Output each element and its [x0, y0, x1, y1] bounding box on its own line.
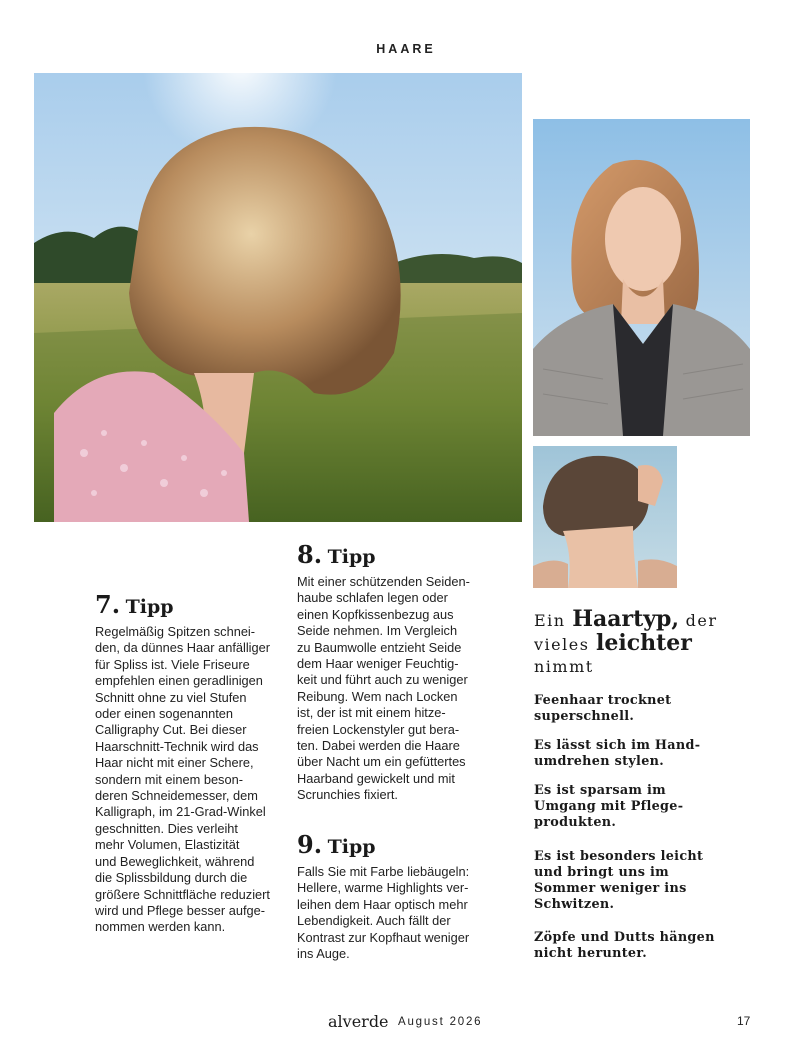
- tip-line: Calligraphy Cut. Bei dieser: [95, 722, 247, 738]
- tip-line: Lebendigkeit. Auch fällt der: [297, 913, 451, 929]
- sidebar-fact: [534, 693, 754, 725]
- tip-line: Haarband gewickelt und mit: [297, 770, 455, 786]
- tip-line: Scrunchies fixiert.: [297, 787, 398, 803]
- fact-line: Feenhaar trocknet: [534, 693, 672, 708]
- tip-line: leihen dem Haar optisch mehr: [297, 896, 468, 912]
- tip-7-body: [95, 624, 275, 936]
- tip-line: den, da dünnes Haar anfälliger: [95, 640, 271, 656]
- tip-line: haube schlafen legen oder: [297, 590, 448, 606]
- sidebar-fact: [534, 849, 754, 913]
- tip-line: Haarschnitt-Technik wird das: [95, 738, 259, 754]
- tip-line: Kalligraph, im 21-Grad-Winkel: [95, 804, 266, 820]
- section-label: HAARE: [376, 42, 436, 56]
- title-fragment: vieles: [534, 635, 597, 654]
- fact-line: Zöpfe und Dutts hängen: [534, 930, 715, 945]
- tip-line: freien Lockenstyler gut bera-: [297, 721, 460, 737]
- fact-line: Sommer weniger ins: [534, 881, 687, 896]
- page-number: 17: [737, 1014, 751, 1028]
- sidebar-title: [534, 608, 764, 678]
- footer-brand: alverde: [328, 1012, 389, 1031]
- tip-line: Reibung. Wem nach Locken: [297, 688, 458, 704]
- tip-number: 7.: [95, 590, 121, 619]
- tip-word: Tipp: [327, 546, 376, 568]
- tip-9-body: [297, 864, 487, 962]
- fact-line: und bringt uns im: [534, 865, 669, 880]
- tip-line: Haar nicht mit einer Schere,: [95, 755, 254, 771]
- fact-line: produkten.: [534, 815, 617, 830]
- title-fragment: Haartyp,: [572, 606, 680, 632]
- tip-line: Seide nehmen. Im Vergleich: [297, 623, 458, 639]
- fact-line: Schwitzen.: [534, 897, 615, 912]
- tip-8-heading: [297, 540, 376, 569]
- tip-line: Kontrast zur Kopfhaut weniger: [297, 929, 470, 945]
- tip-line: oder einen sogenannten: [95, 706, 234, 722]
- tip-line: nommen werden kann.: [95, 919, 226, 935]
- tip-line: geschnitten. Dies verleiht: [95, 820, 238, 836]
- tip-line: Hellere, warme Highlights ver-: [297, 880, 469, 896]
- tip-line: ten. Dabei werden die Haare: [297, 738, 460, 754]
- sidebar-title-line-3: [534, 656, 764, 678]
- tip-line: deren Schneidemesser, dem: [95, 788, 258, 804]
- tip-line: Mit einer schützenden Seiden-: [297, 574, 470, 589]
- fact-line: Es lässt sich im Hand-: [534, 738, 701, 753]
- tip-line: mehr Volumen, Elastizität: [95, 837, 240, 853]
- tip-line: dem Haar weniger Feuchtig-: [297, 656, 459, 672]
- tip-line: Schnitt ohne zu viel Stufen: [95, 689, 247, 705]
- tip-line: und Beweglichkeit, während: [95, 853, 255, 869]
- fact-line: nicht herunter.: [534, 946, 647, 961]
- title-fragment: der: [679, 611, 718, 630]
- sidebar-title-line-1: [534, 608, 764, 632]
- sidebar-fact: [534, 930, 754, 962]
- tip-line: wird und Pflege besser aufge-: [95, 902, 266, 918]
- tip-line: empfehlen einen geradlinigen: [95, 673, 263, 689]
- tip-line: die Splissbildung durch die: [95, 870, 248, 886]
- fact-line: Es ist besonders leicht: [534, 849, 704, 864]
- fact-line: umdrehen stylen.: [534, 754, 664, 769]
- tip-line: Falls Sie mit Farbe liebäugeln:: [297, 864, 470, 879]
- tip-line: keit und führt auch zu weniger: [297, 672, 468, 688]
- tip-line: ist, der ist mit einem hitze-: [297, 705, 446, 721]
- tip-9-heading: [297, 830, 376, 859]
- tip-8-body: [297, 574, 487, 804]
- title-fragment: nimmt: [534, 657, 594, 676]
- tip-number: 9.: [297, 830, 323, 859]
- tip-line: ins Auge.: [297, 946, 350, 962]
- tip-line: einen Kopfkissenbezug aus: [297, 606, 454, 622]
- sidebar-title-line-2: [534, 632, 764, 656]
- sidebar-fact: [534, 783, 754, 831]
- tip-word: Tipp: [327, 836, 376, 858]
- tip-line: sondern mit einem beson-: [95, 771, 243, 787]
- footer-date: August 2026: [398, 1016, 483, 1028]
- tip-line: über Nacht um ein gefüttertes: [297, 754, 466, 770]
- tip-line: zu Baumwolle entzieht Seide: [297, 639, 462, 655]
- title-fragment: Ein: [534, 611, 573, 630]
- tip-7-heading: [95, 590, 174, 619]
- fact-line: Umgang mit Pflege-: [534, 799, 684, 814]
- title-fragment: leichter: [596, 630, 692, 656]
- tip-number: 8.: [297, 540, 323, 569]
- tip-line: größere Schnittfläche reduziert: [95, 886, 270, 902]
- woman-hair-bun-photo: [533, 446, 677, 588]
- tip-line: für Spliss ist. Viele Friseure: [95, 656, 250, 672]
- fact-line: Es ist sparsam im: [534, 783, 667, 798]
- tip-word: Tipp: [125, 596, 174, 618]
- sidebar-fact: [534, 738, 754, 770]
- woman-curly-hair-field-photo: [34, 73, 522, 522]
- tip-line: Regelmäßig Spitzen schnei-: [95, 624, 256, 639]
- woman-portrait-blazer-photo: [533, 119, 750, 436]
- fact-line: superschnell.: [534, 709, 635, 724]
